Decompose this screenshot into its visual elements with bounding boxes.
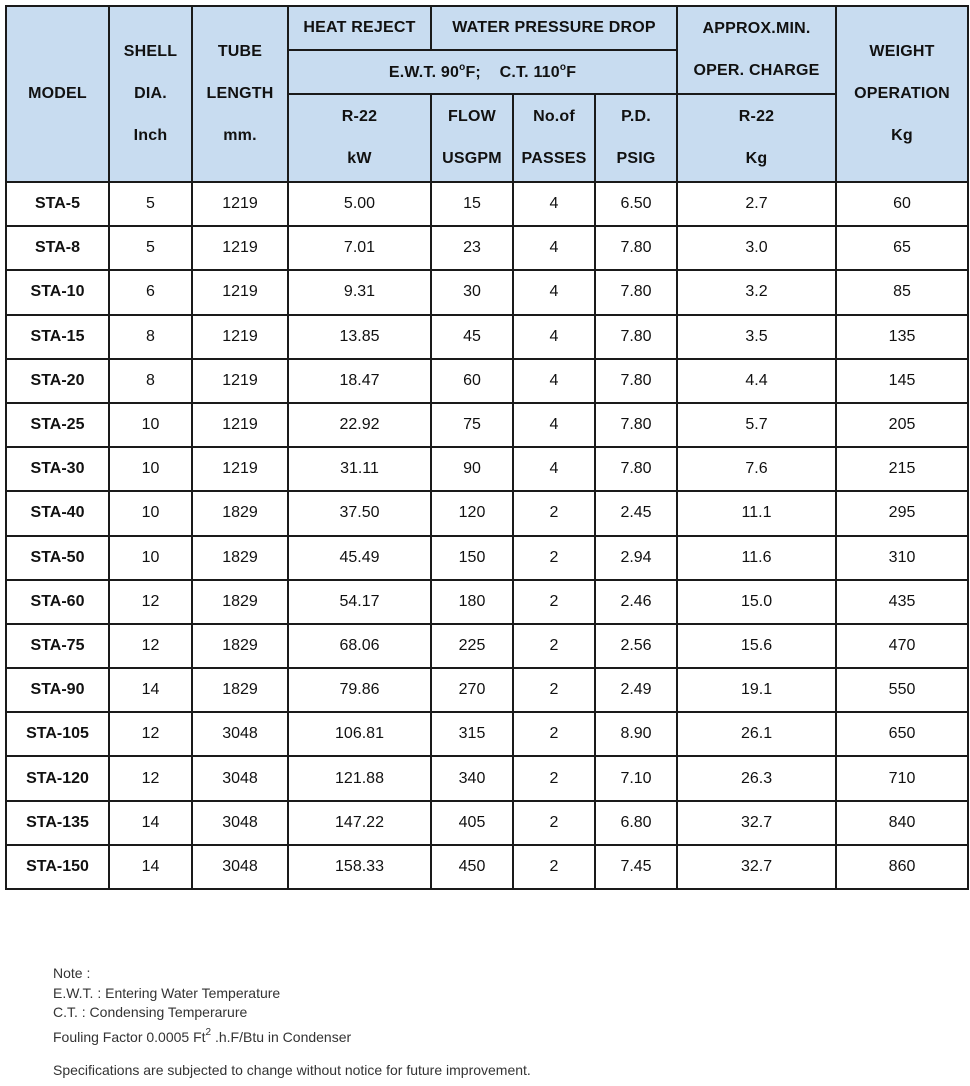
cell-passes: 4	[513, 182, 595, 226]
cell-weight-kg: 470	[836, 624, 968, 668]
header-shell-line3: Inch	[133, 127, 168, 144]
cell-charge-kg: 11.1	[677, 491, 836, 535]
cell-charge-kg: 32.7	[677, 845, 836, 889]
header-charge-r22-label: R-22	[738, 108, 775, 125]
cell-weight-kg: 145	[836, 359, 968, 403]
cell-heat-reject-kw: 121.88	[288, 756, 431, 800]
cell-tube-length: 3048	[192, 845, 288, 889]
cell-flow-usgpm: 120	[431, 491, 513, 535]
cell-heat-reject-kw: 68.06	[288, 624, 431, 668]
cell-pressure-drop-psig: 2.46	[595, 580, 677, 624]
header-flow	[431, 94, 513, 182]
header-shell-dia	[109, 6, 192, 182]
cell-charge-kg: 19.1	[677, 668, 836, 712]
cell-heat-reject-kw: 9.31	[288, 270, 431, 314]
cell-shell-dia: 12	[109, 624, 192, 668]
cell-charge-kg: 7.6	[677, 447, 836, 491]
table-header	[6, 6, 968, 182]
cell-heat-reject-kw: 106.81	[288, 712, 431, 756]
cell-weight-kg: 310	[836, 536, 968, 580]
cell-shell-dia: 10	[109, 536, 192, 580]
cell-flow-usgpm: 270	[431, 668, 513, 712]
header-charge-kg-unit: Kg	[745, 150, 768, 167]
header-pd-label: P.D.	[621, 108, 651, 125]
table-row	[6, 491, 968, 535]
cell-heat-reject-kw: 22.92	[288, 403, 431, 447]
cell-weight-kg: 860	[836, 845, 968, 889]
cell-heat-reject-kw: 31.11	[288, 447, 431, 491]
cell-tube-length: 1829	[192, 580, 288, 624]
cell-passes: 4	[513, 270, 595, 314]
cell-tube-length: 1219	[192, 447, 288, 491]
cell-weight-kg: 840	[836, 801, 968, 845]
cell-heat-reject-kw: 18.47	[288, 359, 431, 403]
cell-weight-kg: 135	[836, 315, 968, 359]
cell-flow-usgpm: 30	[431, 270, 513, 314]
cell-charge-kg: 5.7	[677, 403, 836, 447]
cell-flow-usgpm: 225	[431, 624, 513, 668]
cell-shell-dia: 12	[109, 756, 192, 800]
header-test-conditions	[288, 50, 677, 94]
table-row	[6, 315, 968, 359]
cell-pressure-drop-psig: 2.49	[595, 668, 677, 712]
cell-charge-kg: 4.4	[677, 359, 836, 403]
cell-weight-kg: 550	[836, 668, 968, 712]
cell-flow-usgpm: 180	[431, 580, 513, 624]
header-tube-line1: TUBE	[217, 43, 263, 60]
cell-model: STA-15	[6, 315, 109, 359]
cell-flow-usgpm: 340	[431, 756, 513, 800]
specification-table	[5, 5, 969, 890]
cell-shell-dia: 14	[109, 845, 192, 889]
cell-pressure-drop-psig: 2.45	[595, 491, 677, 535]
cell-heat-reject-kw: 13.85	[288, 315, 431, 359]
note-fouling-suffix: .h.F/Btu in Condenser	[211, 1028, 352, 1045]
note-fouling-prefix: Fouling Factor 0.0005 Ft	[53, 1028, 206, 1045]
cell-weight-kg: 65	[836, 226, 968, 270]
cell-model: STA-50	[6, 536, 109, 580]
cell-passes: 2	[513, 756, 595, 800]
cell-heat-reject-kw: 37.50	[288, 491, 431, 535]
header-weight-line1: WEIGHT	[869, 43, 935, 60]
cell-passes: 4	[513, 403, 595, 447]
cell-weight-kg: 710	[836, 756, 968, 800]
cell-pressure-drop-psig: 6.80	[595, 801, 677, 845]
cell-passes: 2	[513, 668, 595, 712]
notes-title: Note :	[53, 965, 91, 981]
cell-flow-usgpm: 450	[431, 845, 513, 889]
table-row	[6, 182, 968, 226]
header-charge-r22	[677, 94, 836, 182]
table-row	[6, 403, 968, 447]
cell-shell-dia: 5	[109, 226, 192, 270]
cell-shell-dia: 10	[109, 447, 192, 491]
header-pressure-drop	[595, 94, 677, 182]
header-charge-line1: APPROX.MIN.	[702, 20, 811, 37]
cell-passes: 2	[513, 845, 595, 889]
cell-model: STA-25	[6, 403, 109, 447]
degree-symbol: o	[459, 62, 466, 73]
cell-pressure-drop-psig: 7.80	[595, 315, 677, 359]
table-row	[6, 226, 968, 270]
header-model: MODEL	[6, 6, 109, 182]
cell-tube-length: 3048	[192, 756, 288, 800]
cell-model: STA-40	[6, 491, 109, 535]
cell-heat-reject-kw: 158.33	[288, 845, 431, 889]
disclaimer: Specifications are subjected to change without notice for future improvement.	[53, 1062, 531, 1078]
cell-charge-kg: 15.6	[677, 624, 836, 668]
cell-shell-dia: 5	[109, 182, 192, 226]
cell-pressure-drop-psig: 7.80	[595, 359, 677, 403]
cell-shell-dia: 10	[109, 403, 192, 447]
cell-charge-kg: 26.3	[677, 756, 836, 800]
header-water-pressure-drop: WATER PRESSURE DROP	[431, 6, 677, 50]
cell-weight-kg: 60	[836, 182, 968, 226]
cell-passes: 4	[513, 226, 595, 270]
cell-tube-length: 1829	[192, 536, 288, 580]
header-shell-line1: SHELL	[123, 43, 178, 60]
cell-flow-usgpm: 60	[431, 359, 513, 403]
note-fouling-factor	[53, 1023, 531, 1048]
cell-tube-length: 1219	[192, 226, 288, 270]
cell-model: STA-60	[6, 580, 109, 624]
cell-flow-usgpm: 75	[431, 403, 513, 447]
cell-shell-dia: 8	[109, 315, 192, 359]
cell-heat-reject-kw: 7.01	[288, 226, 431, 270]
cell-tube-length: 1219	[192, 403, 288, 447]
header-ewt: E.W.T. 90	[388, 64, 460, 81]
cell-charge-kg: 26.1	[677, 712, 836, 756]
cell-passes: 2	[513, 624, 595, 668]
cell-tube-length: 3048	[192, 712, 288, 756]
header-approx-min-charge	[677, 6, 836, 94]
cell-model: STA-150	[6, 845, 109, 889]
table-row	[6, 668, 968, 712]
header-flow-label: FLOW	[448, 108, 496, 125]
note-ct: C.T. : Condensing Temperarure	[53, 1004, 248, 1020]
header-r22-label: R-22	[341, 108, 378, 125]
cell-shell-dia: 14	[109, 668, 192, 712]
cell-pressure-drop-psig: 7.80	[595, 270, 677, 314]
degree-symbol: o	[559, 62, 567, 73]
cell-heat-reject-kw: 147.22	[288, 801, 431, 845]
table-row	[6, 536, 968, 580]
header-charge-line2: OPER. CHARGE	[693, 62, 820, 79]
cell-shell-dia: 8	[109, 359, 192, 403]
cell-pressure-drop-psig: 7.80	[595, 447, 677, 491]
cell-weight-kg: 295	[836, 491, 968, 535]
table-row	[6, 359, 968, 403]
header-tube-length	[192, 6, 288, 182]
cell-model: STA-75	[6, 624, 109, 668]
cell-tube-length: 1219	[192, 182, 288, 226]
note-fouling-exponent: 2	[205, 1026, 212, 1038]
cell-weight-kg: 215	[836, 447, 968, 491]
header-shell-line2: DIA.	[134, 85, 167, 102]
header-passes-line1: No.of	[533, 108, 575, 125]
header-heat-reject-r22	[288, 94, 431, 182]
cell-pressure-drop-psig: 6.50	[595, 182, 677, 226]
cell-passes: 4	[513, 447, 595, 491]
cell-pressure-drop-psig: 7.80	[595, 226, 677, 270]
cell-model: STA-5	[6, 182, 109, 226]
notes-section	[53, 964, 531, 1081]
note-ewt: E.W.T. : Entering Water Temperature	[53, 984, 281, 1001]
table-row	[6, 270, 968, 314]
cell-flow-usgpm: 15	[431, 182, 513, 226]
cell-pressure-drop-psig: 7.45	[595, 845, 677, 889]
cell-pressure-drop-psig: 8.90	[595, 712, 677, 756]
cell-passes: 4	[513, 359, 595, 403]
table-row	[6, 712, 968, 756]
table-body	[6, 182, 968, 889]
cell-model: STA-135	[6, 801, 109, 845]
cell-flow-usgpm: 90	[431, 447, 513, 491]
cell-model: STA-120	[6, 756, 109, 800]
header-passes-line2: PASSES	[521, 150, 587, 167]
cell-tube-length: 1829	[192, 668, 288, 712]
cell-flow-usgpm: 150	[431, 536, 513, 580]
cell-model: STA-30	[6, 447, 109, 491]
table-row	[6, 756, 968, 800]
cell-charge-kg: 3.0	[677, 226, 836, 270]
cell-charge-kg: 2.7	[677, 182, 836, 226]
header-tube-line3: mm.	[223, 127, 257, 144]
cell-weight-kg: 435	[836, 580, 968, 624]
cell-charge-kg: 11.6	[677, 536, 836, 580]
cell-heat-reject-kw: 79.86	[288, 668, 431, 712]
cell-charge-kg: 32.7	[677, 801, 836, 845]
cell-weight-kg: 650	[836, 712, 968, 756]
cell-model: STA-20	[6, 359, 109, 403]
header-kw-unit: kW	[347, 150, 372, 167]
cell-shell-dia: 14	[109, 801, 192, 845]
cell-model: STA-105	[6, 712, 109, 756]
cell-passes: 2	[513, 712, 595, 756]
cell-passes: 2	[513, 536, 595, 580]
cell-flow-usgpm: 405	[431, 801, 513, 845]
table-row	[6, 801, 968, 845]
cell-charge-kg: 3.5	[677, 315, 836, 359]
cell-model: STA-90	[6, 668, 109, 712]
cell-passes: 2	[513, 580, 595, 624]
cell-tube-length: 1219	[192, 359, 288, 403]
header-flow-unit: USGPM	[442, 150, 502, 167]
cell-passes: 4	[513, 315, 595, 359]
header-passes	[513, 94, 595, 182]
cell-pressure-drop-psig: 2.94	[595, 536, 677, 580]
header-ct: C.T. 110	[499, 64, 560, 81]
cell-pressure-drop-psig: 2.56	[595, 624, 677, 668]
cell-weight-kg: 205	[836, 403, 968, 447]
header-pd-unit: PSIG	[616, 150, 656, 167]
cell-tube-length: 1219	[192, 270, 288, 314]
header-heat-reject: HEAT REJECT	[288, 6, 431, 50]
header-ewt-unit: F;	[465, 64, 481, 81]
cell-heat-reject-kw: 45.49	[288, 536, 431, 580]
cell-shell-dia: 12	[109, 580, 192, 624]
cell-charge-kg: 3.2	[677, 270, 836, 314]
cell-model: STA-8	[6, 226, 109, 270]
cell-heat-reject-kw: 54.17	[288, 580, 431, 624]
cell-shell-dia: 12	[109, 712, 192, 756]
header-weight-line2: OPERATION	[854, 85, 950, 102]
cell-charge-kg: 15.0	[677, 580, 836, 624]
header-ct-unit: F	[566, 64, 577, 81]
table-row	[6, 447, 968, 491]
cell-shell-dia: 6	[109, 270, 192, 314]
cell-flow-usgpm: 23	[431, 226, 513, 270]
table-row	[6, 624, 968, 668]
cell-tube-length: 1829	[192, 491, 288, 535]
cell-heat-reject-kw: 5.00	[288, 182, 431, 226]
header-weight-operation	[836, 6, 968, 182]
table-row	[6, 580, 968, 624]
table-row	[6, 845, 968, 889]
cell-tube-length: 3048	[192, 801, 288, 845]
cell-passes: 2	[513, 491, 595, 535]
cell-flow-usgpm: 315	[431, 712, 513, 756]
cell-pressure-drop-psig: 7.80	[595, 403, 677, 447]
cell-pressure-drop-psig: 7.10	[595, 756, 677, 800]
header-tube-line2: LENGTH	[206, 85, 274, 102]
cell-flow-usgpm: 45	[431, 315, 513, 359]
cell-tube-length: 1219	[192, 315, 288, 359]
cell-weight-kg: 85	[836, 270, 968, 314]
cell-shell-dia: 10	[109, 491, 192, 535]
header-weight-line3: Kg	[891, 127, 913, 144]
cell-tube-length: 1829	[192, 624, 288, 668]
cell-passes: 2	[513, 801, 595, 845]
cell-model: STA-10	[6, 270, 109, 314]
